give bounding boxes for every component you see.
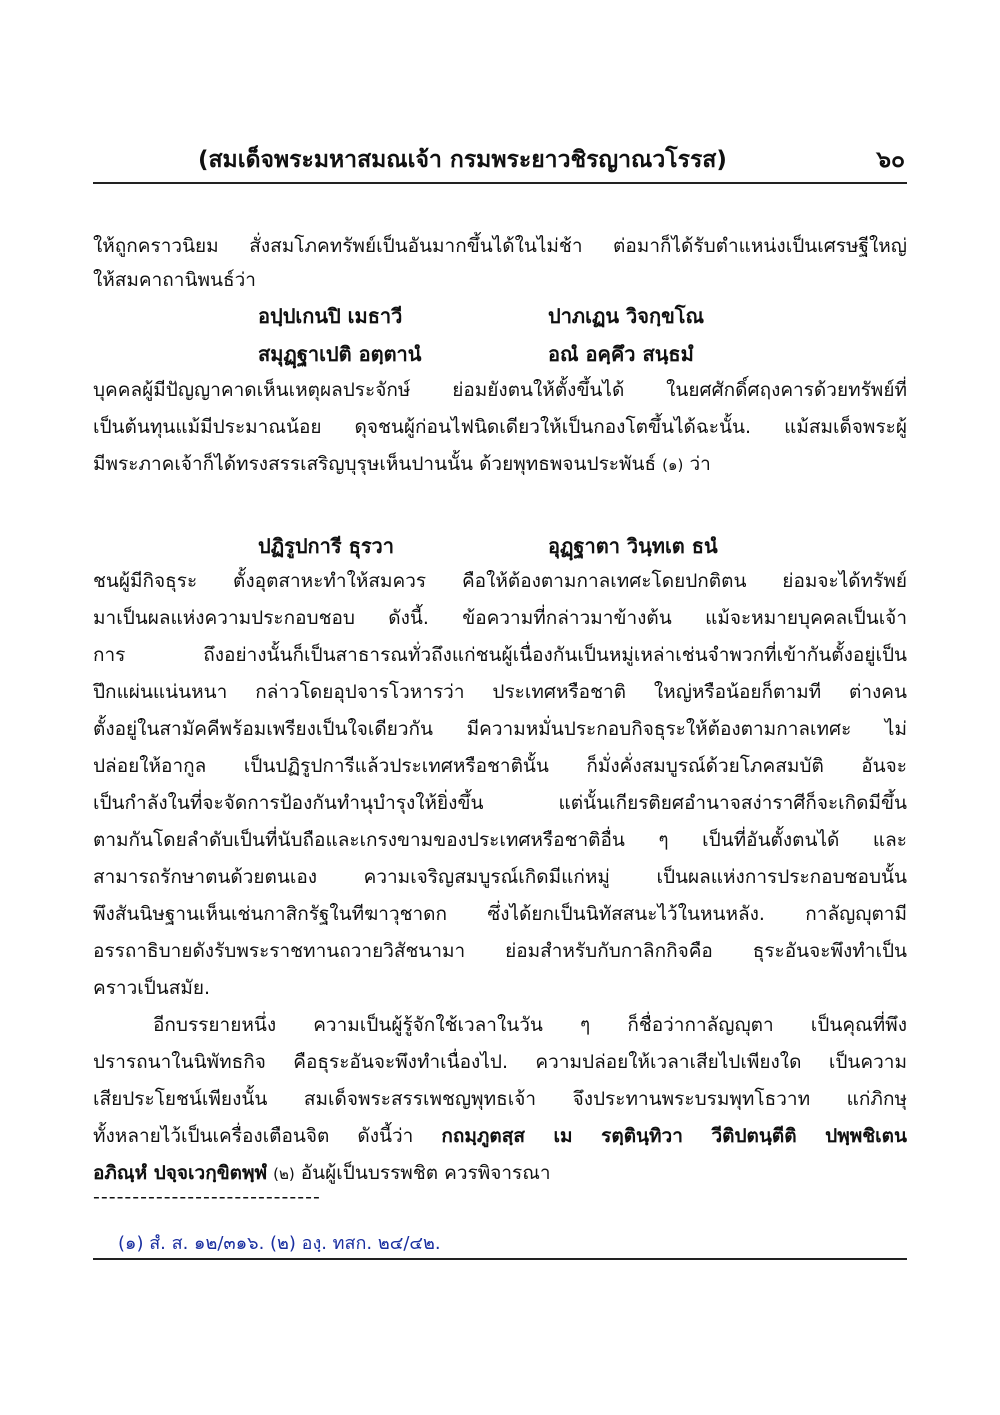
verse-line: อปฺปเกนปิ เมธาวี	[258, 304, 403, 328]
body-line: ให้สมคาถานิพนธ์ว่า	[93, 269, 256, 291]
body-text: มีพระภาคเจ้าก็ได้ทรงสรรเสริญบุรุษเห็นปานนั้น ด้วยพุทธพจนประพันธ์	[93, 453, 657, 475]
body-line: ชนผู้มีกิจธุระ ตั้งอุตสาหะทำให้สมควร คือให้ต้องตามกาลเทศะโดยปกติตน ย่อมจะได้ทรัพย์	[93, 570, 907, 592]
body-line: ตามกันโดยลำดับเป็นที่นับถือและเกรงขามของประเทศหรือชาติอื่น ๆ เป็นที่อันตั้งตนได้ และ	[93, 829, 907, 851]
body-line: ให้ถูกคราวนิยม สั่งสมโภคทรัพย์เป็นอันมากขึ้นได้ในไม่ช้า ต่อมาก็ได้รับตำแหน่งเป็นเศรษฐีใหญ่	[93, 235, 907, 257]
body-line: อรรถาธิบายดังรับพระราชทานถวายวิสัชนามา ย่อมสำหรับกับกาลิกกิจคือ ธุระอันจะพึงทำเป็น	[93, 940, 907, 962]
pali-quote: อภิณฺหํ ปจฺจเวกฺขิตพฺพํ	[93, 1162, 268, 1184]
body-line	[93, 446, 907, 483]
verse-line: อุฏฺฐาตา วินฺทเต ธนํ	[548, 534, 718, 558]
verse-line: ปฏิรูปการี ธุรวา	[258, 534, 395, 558]
body-line: ปึกแผ่นแน่นหนา กล่าวโดยอุปจารโวหารว่า ประเทศหรือชาติ ใหญ่หรือน้อยก็ตามที ต่างคน	[93, 681, 907, 703]
header-title: (สมเด็จพระมหาสมณเจ้า กรมพระยาวชิรญาณวโรรส)	[198, 147, 727, 173]
body-text: ทั้งหลายไว้เป็นเครื่องเตือนจิต ดังนี้ว่า	[93, 1125, 414, 1147]
footer-rule	[93, 1258, 907, 1260]
page-number: ๖๐	[876, 147, 905, 173]
body-line: เป็นต้นทุนแม้มีประมาณน้อย ดุจชนผู้ก่อนไฟนิดเดียวให้เป็นกองโตขึ้นได้ฉะนั้น. แม้สมเด็จพระผู้	[93, 416, 907, 438]
footnote-ref: (๑)	[662, 456, 684, 474]
body-line: อีกบรรยายหนึ่ง ความเป็นผู้รู้จักใช้เวลาในวัน ๆ ก็ชื่อว่ากาลัญญุตา เป็นคุณที่พึง	[153, 1014, 907, 1036]
body-line: การ ถึงอย่างนั้นก็เป็นสาธารณทั่วถึงแก่ชนผู้เนื่องกันเป็นหมู่เหล่าเช่นจำพวกที่เข้ากันตั้งอยู่เป็น	[93, 644, 907, 666]
body-text: อันผู้เป็นบรรพชิต ควรพิจารณา	[300, 1162, 551, 1184]
body-line: เป็นกำลังในที่จะจัดการป้องกันทำนุบำรุงให้ยิ่งขึ้น แต่นั้นเกียรติยศอำนาจสง่าราศีก็จะเกิดมีขึ้น	[93, 792, 907, 814]
footnote-separator: -----------------------------	[93, 1186, 321, 1208]
page-header	[93, 140, 907, 184]
body-line: ปล่อยให้อากูล เป็นปฏิรูปการีแล้วประเทศหรือชาตินั้น ก็มั่งคั่งสมบูรณ์ด้วยโภคสมบัติ อันจะ	[93, 755, 907, 777]
body-line	[93, 1118, 907, 1154]
footnote: (๑) สํ. ส. ๑๒/๓๑๖. (๒) องฺ. ทสก. ๒๔/๔๒.	[118, 1233, 441, 1254]
body-text: ว่า	[689, 453, 711, 475]
body-line: บุคคลผู้มีปัญญาคาดเห็นเหตุผลประจักษ์ ย่อมยังตนให้ตั้งขึ้นได้ ในยศศักดิ์ศฤงคารด้วยทรัพย์ที่	[93, 379, 907, 401]
body-line: พึงสันนิษฐานเห็นเช่นกาสิกรัฐในทีฆาวุชาดก ซึ่งได้ยกเป็นนิทัสสนะไว้ในหนหลัง. กาลัญญุตามี	[93, 903, 907, 925]
verse-line: สมุฏฺฐาเปติ อตฺตานํ	[258, 342, 422, 366]
body-line: เสียประโยชน์เพียงนั้น สมเด็จพระสรรเพชญพุทธเจ้า จึงประทานพระบรมพุทโธวาท แก่ภิกษุ	[93, 1088, 907, 1110]
body-line: มาเป็นผลแห่งความประกอบชอบ ดังนี้. ข้อความที่กล่าวมาข้างต้น แม้จะหมายบุคคลเป็นเจ้า	[93, 607, 907, 629]
pali-quote: กถมฺภูตสฺส เม รตฺตินฺทิวา วีติปตนฺตีติ ปพฺพชิเตน	[441, 1125, 907, 1147]
verse-line: อณํ อคฺคึว สนฺธมํ	[548, 342, 694, 366]
verse-line: ปาภเฏน วิจกฺขโณ	[548, 304, 705, 328]
body-line: คราวเป็นสมัย.	[93, 977, 211, 999]
body-line: ตั้งอยู่ในสามัคคีพร้อมเพรียงเป็นใจเดียวกัน มีความหมั่นประกอบกิจธุระให้ต้องตามกาลเทศะ ไม่	[93, 718, 907, 740]
body-line: ปรารถนาในนิพัทธกิจ คือธุระอันจะพึงทำเนื่องไป. ความปล่อยให้เวลาเสียไปเพียงใด เป็นความ	[93, 1051, 907, 1073]
body-line: สามารถรักษาตนด้วยตนเอง ความเจริญสมบูรณ์เกิดมีแก่หมู่ เป็นผลแห่งการประกอบชอบนั้น	[93, 866, 907, 888]
footnote-ref: (๒)	[273, 1165, 295, 1183]
